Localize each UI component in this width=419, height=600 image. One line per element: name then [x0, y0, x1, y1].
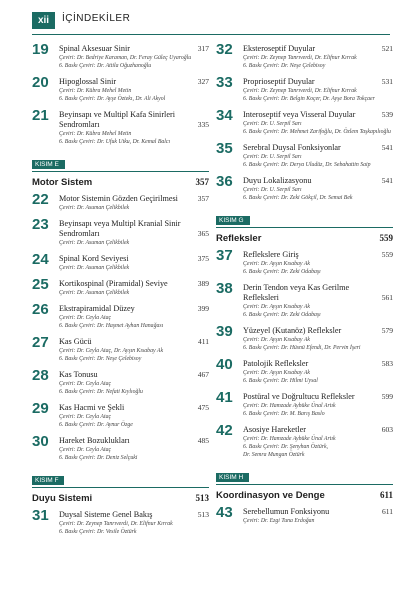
- translator-line: Çeviri: Dr. Asuman Çelikbilek: [59, 205, 130, 211]
- chapter-number: 26: [32, 301, 49, 318]
- translator-line: 6. Baskı Çeviri: Dr. Attila Oğuzhanoğlu: [59, 63, 152, 69]
- chapter-title: Duysal Sisteme Genel Bakış: [59, 510, 153, 519]
- toc-entry[interactable]: [216, 41, 393, 70]
- chapter-translators: [59, 413, 209, 429]
- chapter-translators: [243, 54, 393, 70]
- header-title: İÇİNDEKİLER: [62, 13, 131, 24]
- chapter-translators: [243, 120, 393, 136]
- chapter-title: Derin Tendon veya Kas Gerilme Refleksleri: [243, 283, 350, 302]
- translator-line: Çeviri: Dr. Zeynep Tanrıverdi, Dr. Elifnur Kırrak: [243, 88, 357, 94]
- translator-line: Çeviri: Dr. Kübra Mehel Metin: [59, 131, 132, 137]
- section-title[interactable]: [32, 493, 209, 504]
- chapter-translators: [243, 517, 393, 525]
- chapter-title: Proprioseptif Duyular: [243, 77, 315, 86]
- translator-line: 6. Baskı Çeviri: Dr. Neşe Çelebisoy: [243, 63, 326, 69]
- chapter-number: 36: [216, 173, 233, 190]
- toc-entry[interactable]: [216, 140, 393, 169]
- toc-column-left: [32, 41, 209, 543]
- chapter-title: Hareket Bozuklukları: [59, 436, 130, 445]
- part-rule: [216, 227, 393, 228]
- translator-line: Çeviri: Dr. Kübra Mehel Metin: [59, 88, 132, 94]
- translator-line: Çeviri: Dr. Hamzade Aybüke Ünal Artık: [243, 436, 336, 442]
- chapter-translators: [243, 435, 393, 459]
- translator-line: Çeviri: Dr. U. Serpil Sarı: [243, 187, 302, 193]
- chapter-translators: [243, 260, 393, 276]
- chapter-page: 399: [197, 304, 209, 313]
- chapter-number: 27: [32, 334, 49, 351]
- chapter-number: 41: [216, 389, 233, 406]
- page-header: [0, 0, 419, 36]
- chapter-page: 599: [381, 392, 393, 401]
- toc-entry[interactable]: [216, 422, 393, 459]
- chapter-translators: [59, 54, 209, 70]
- toc-entry[interactable]: [216, 323, 393, 352]
- toc-entry[interactable]: [32, 301, 209, 330]
- translator-line: Çeviri: Dr. Bedriye Karaman, Dr. Feray Güleç Uyaroğlu: [59, 55, 192, 61]
- toc-entry[interactable]: [32, 433, 209, 462]
- chapter-translators: [59, 264, 209, 272]
- chapter-number: 19: [32, 41, 49, 58]
- toc-entry[interactable]: [32, 367, 209, 396]
- chapter-number: 32: [216, 41, 233, 58]
- toc-entry[interactable]: [216, 280, 393, 319]
- translator-line: Çeviri: Dr. Ceyla Ataç: [59, 381, 112, 387]
- translator-line: Çeviri: Dr. Ceyla Ataç: [59, 447, 112, 453]
- chapter-translators: [59, 347, 209, 363]
- chapter-number: 34: [216, 107, 233, 124]
- chapter-page: 467: [197, 370, 209, 379]
- chapter-number: 40: [216, 356, 233, 373]
- chapter-translators: [243, 402, 393, 418]
- chapter-title: Ekstrapiramidal Düzey: [59, 304, 135, 313]
- part-label: KISIM E: [32, 160, 65, 169]
- chapter-title: Serebellumun Fonksiyonu: [243, 507, 330, 516]
- chapter-translators: [243, 303, 393, 319]
- chapter-title: Kas Tonusu: [59, 370, 98, 379]
- translator-line: Çeviri: Dr. U. Serpil Sarı: [243, 121, 302, 127]
- chapter-title: Serebral Duysal Fonksiyonlar: [243, 143, 341, 152]
- chapter-translators: [59, 446, 209, 462]
- chapter-page: 521: [381, 44, 393, 53]
- part-rule: [32, 487, 209, 488]
- chapter-title: Spinal Kord Seviyesi: [59, 254, 129, 263]
- chapter-translators: [59, 204, 209, 212]
- chapter-translators: [59, 87, 209, 103]
- chapter-title: Patolojik Refleksler: [243, 359, 309, 368]
- chapter-number: 31: [32, 507, 49, 524]
- toc-entry[interactable]: [32, 400, 209, 429]
- translator-line: 6. Baskı Çeviri: Dr. Hüsnü Efendi, Dr. Pervin İşeri: [243, 345, 361, 351]
- toc-entry[interactable]: [32, 191, 209, 212]
- chapter-title: Postüral ve Doğrultucu Refleksler: [243, 392, 355, 401]
- chapter-translators: [59, 130, 209, 146]
- chapter-title: Kortikospinal (Piramidal) Seviye: [59, 279, 168, 288]
- chapter-translators: [59, 239, 209, 247]
- section-name: Motor Sistem: [32, 177, 93, 188]
- chapter-title: Yüzeyel (Kutanöz) Refleksler: [243, 326, 342, 335]
- chapter-title: Interoseptif veya Visseral Duyular: [243, 110, 356, 119]
- chapter-title: Beyinsapı veya Multipl Kranial Sinir Sendromları: [59, 219, 181, 238]
- chapter-page: 541: [381, 143, 393, 152]
- chapter-title: Beyinsapı ve Multipl Kafa Sinirleri Sendromları: [59, 110, 175, 129]
- toc-entry[interactable]: [216, 389, 393, 418]
- toc-entry[interactable]: [32, 74, 209, 103]
- translator-line: 6. Baskı Çeviri: Dr. Ayşe Öztekı, Dr. Ali Akyol: [59, 96, 166, 102]
- chapter-page: 541: [381, 176, 393, 185]
- translator-line: 6. Baskı Çeviri: Dr. Aynur Özge: [59, 422, 133, 428]
- part-rule: [32, 171, 209, 172]
- part-label: KISIM F: [32, 476, 64, 485]
- chapter-page: 513: [197, 510, 209, 519]
- chapter-page: 365: [197, 229, 209, 238]
- chapter-title: Hipoglossal Sinir: [59, 77, 117, 86]
- chapter-number: 29: [32, 400, 49, 417]
- translator-line: 6. Baskı Çeviri: Dr. Zeki Odabaşı: [243, 269, 321, 275]
- section-name: Koordinasyon ve Denge: [216, 490, 325, 501]
- translator-line: Çeviri: Dr. Ayşın Kısabay Ak: [243, 337, 310, 343]
- chapter-page: 317: [197, 44, 209, 53]
- toc-entry[interactable]: [216, 74, 393, 103]
- toc-entry[interactable]: [216, 107, 393, 136]
- chapter-number: 38: [216, 280, 233, 297]
- chapter-page: 485: [197, 436, 209, 445]
- chapter-translators: [59, 314, 209, 330]
- section-title[interactable]: [216, 233, 393, 244]
- chapter-title: Kas Hacmi ve Şekli: [59, 403, 125, 412]
- chapter-translators: [243, 336, 393, 352]
- chapter-number: 22: [32, 191, 49, 208]
- toc-entry[interactable]: [32, 251, 209, 272]
- chapter-translators: [243, 87, 393, 103]
- chapter-number: 20: [32, 74, 49, 91]
- chapter-number: 24: [32, 251, 49, 268]
- translator-line: Çeviri: Dr. Ayşın Kısabay Ak: [243, 370, 310, 376]
- chapter-translators: [243, 369, 393, 385]
- chapter-page: 539: [381, 110, 393, 119]
- part-label-wrap: [216, 466, 393, 485]
- part-label-wrap: [32, 469, 209, 488]
- chapter-number: 39: [216, 323, 233, 340]
- translator-line: Çeviri: Dr. Asuman Çelikbilek: [59, 265, 130, 271]
- chapter-title: Duyu Lokalizasyonu: [243, 176, 312, 185]
- chapter-page: 375: [197, 254, 209, 263]
- toc-entry[interactable]: [32, 107, 209, 146]
- translator-line: 6. Baskı Çeviri: Dr. M. Barış Baslo: [243, 411, 325, 417]
- chapter-translators: [243, 153, 393, 169]
- toc-column-right: [216, 41, 393, 532]
- chapter-number: 37: [216, 247, 233, 264]
- part-rule: [216, 484, 393, 485]
- chapter-page: 475: [197, 403, 209, 412]
- chapter-translators: [243, 186, 393, 202]
- toc-entry[interactable]: [216, 504, 393, 525]
- translator-line: Çeviri: Dr. Ezgi Tuna Erdoğan: [243, 518, 315, 524]
- chapter-number: 23: [32, 216, 49, 233]
- chapter-page: 559: [381, 250, 393, 259]
- translator-line: 6. Baskı Çeviri: Dr. Zeki Gökçil, Dr. Semai Bek: [243, 195, 353, 201]
- translator-line: 6. Baskı Çeviri: Dr. Vesile Öztürk: [59, 529, 137, 535]
- chapter-number: 30: [32, 433, 49, 450]
- chapter-translators: [59, 520, 209, 536]
- part-label-wrap: [32, 153, 209, 172]
- section-page: 357: [195, 177, 209, 187]
- chapter-translators: [59, 380, 209, 396]
- section-title[interactable]: [216, 490, 393, 501]
- translator-line: Çeviri: Dr. Ceyla Ataç, Dr. Ayşın Kısabay Ak: [59, 348, 164, 354]
- translator-line: 6. Baskı Çeviri: Dr. Nefati Kıylıoğlu: [59, 389, 143, 395]
- translator-line: Çeviri: Dr. Ayşın Kısabay Ak: [243, 304, 310, 310]
- chapter-page: 579: [381, 326, 393, 335]
- chapter-title: Motor Sistemin Gözden Geçirilmesi: [59, 194, 178, 203]
- translator-line: 6. Baskı Çeviri: Dr. Deniz Selçuki: [59, 455, 138, 461]
- translator-line: Çeviri: Dr. Ceyla Ataç: [59, 414, 112, 420]
- toc-entry[interactable]: [216, 247, 393, 276]
- translator-line: Çeviri: Dr. Ceyla Ataç: [59, 315, 112, 321]
- toc-entry[interactable]: [32, 334, 209, 363]
- translator-line: Çeviri: Dr. Zeynep Tanrıverdi, Dr. Elifnur Kırrak: [59, 521, 173, 527]
- translator-line: 6. Baskı Çeviri: Dr. Şenyhan Öztürk,: [243, 444, 329, 450]
- section-page: 513: [195, 493, 209, 503]
- translator-line: Çeviri: Dr. Hamzade Aybüke Ünal Artık: [243, 403, 336, 409]
- translator-line: Çeviri: Dr. Asuman Çelikbilek: [59, 290, 130, 296]
- chapter-number: 42: [216, 422, 233, 439]
- chapter-page: 611: [382, 507, 393, 516]
- toc-entry[interactable]: [32, 507, 209, 536]
- chapter-page: 531: [381, 77, 393, 86]
- header-rule: [32, 34, 390, 35]
- part-label: KISIM H: [216, 473, 249, 482]
- chapter-page: 389: [197, 279, 209, 288]
- translator-line: 6. Baskı Çeviri: Dr. Haşmet Ayhan Hanağası: [59, 323, 164, 329]
- part-label: KISIM G: [216, 216, 250, 225]
- section-page: 559: [379, 233, 393, 243]
- translator-line: Çeviri: Dr. Asuman Çelikbilek: [59, 240, 130, 246]
- chapter-title: Eksteroseptif Duyular: [243, 44, 316, 53]
- translator-line: Çeviri: Dr. Zeynep Tanrıverdi, Dr. Elifnur Kırrak: [243, 55, 357, 61]
- toc-entry[interactable]: [32, 216, 209, 247]
- chapter-translators: [59, 289, 209, 297]
- toc-entry[interactable]: [216, 173, 393, 202]
- chapter-number: 25: [32, 276, 49, 293]
- chapter-number: 33: [216, 74, 233, 91]
- chapter-page: 583: [381, 359, 393, 368]
- chapter-page: 357: [197, 194, 209, 203]
- translator-line: 6. Baskı Çeviri: Dr. Hilmi Uysal: [243, 378, 318, 384]
- chapter-title: Kas Gücü: [59, 337, 92, 346]
- chapter-page: 603: [381, 425, 393, 434]
- translator-line: Çeviri: Dr. Ayşın Kısabay Ak: [243, 261, 310, 267]
- chapter-page: 561: [381, 293, 393, 302]
- translator-line: 6. Baskı Çeviri: Dr. Mehmet Zarifoğlu, Dr. Özlem Taşkapılıoğlu: [243, 129, 391, 135]
- toc-entry[interactable]: [216, 356, 393, 385]
- chapter-number: 35: [216, 140, 233, 157]
- toc-entry[interactable]: [32, 41, 209, 70]
- chapter-title: Reflekslere Giriş: [243, 250, 299, 259]
- chapter-page: 327: [197, 77, 209, 86]
- translator-line: 6. Baskı Çeviri: Dr. Ufuk Utku, Dr. Kemal Balcı: [59, 139, 171, 145]
- chapter-title: Asosiye Hareketler: [243, 425, 306, 434]
- section-title[interactable]: [32, 177, 209, 188]
- translator-line: 6. Baskı Çeviri: Dr. Neşe Çelebisoy: [59, 356, 142, 362]
- chapter-title: Spinal Aksesuar Sinir: [59, 44, 130, 53]
- translator-line: 6. Baskı Çeviri: Dr. Belgin Koçer, Dr. Ayşe Bora Tokçaer: [243, 96, 375, 102]
- section-page: 611: [379, 490, 393, 500]
- translator-line: Çeviri: Dr. U. Serpil Sarı: [243, 154, 302, 160]
- section-name: Refleksler: [216, 233, 262, 244]
- part-label-wrap: [216, 209, 393, 228]
- section-name: Duyu Sistemi: [32, 493, 93, 504]
- chapter-number: 28: [32, 367, 49, 384]
- translator-line: 6. Baskı Çeviri: Dr. Zeki Odabaşı: [243, 312, 321, 318]
- toc-entry[interactable]: [32, 276, 209, 297]
- chapter-number: 21: [32, 107, 49, 124]
- chapter-number: 43: [216, 504, 233, 521]
- translator-line: 6. Baskı Çeviri: Dr. Derya Uludüz, Dr. Sebahattin Saip: [243, 162, 371, 168]
- chapter-page: 335: [197, 120, 209, 129]
- chapter-page: 411: [198, 337, 209, 346]
- translator-line: Dr. Semra Mungan Öztürk: [243, 452, 305, 458]
- page-number: xii: [32, 12, 55, 29]
